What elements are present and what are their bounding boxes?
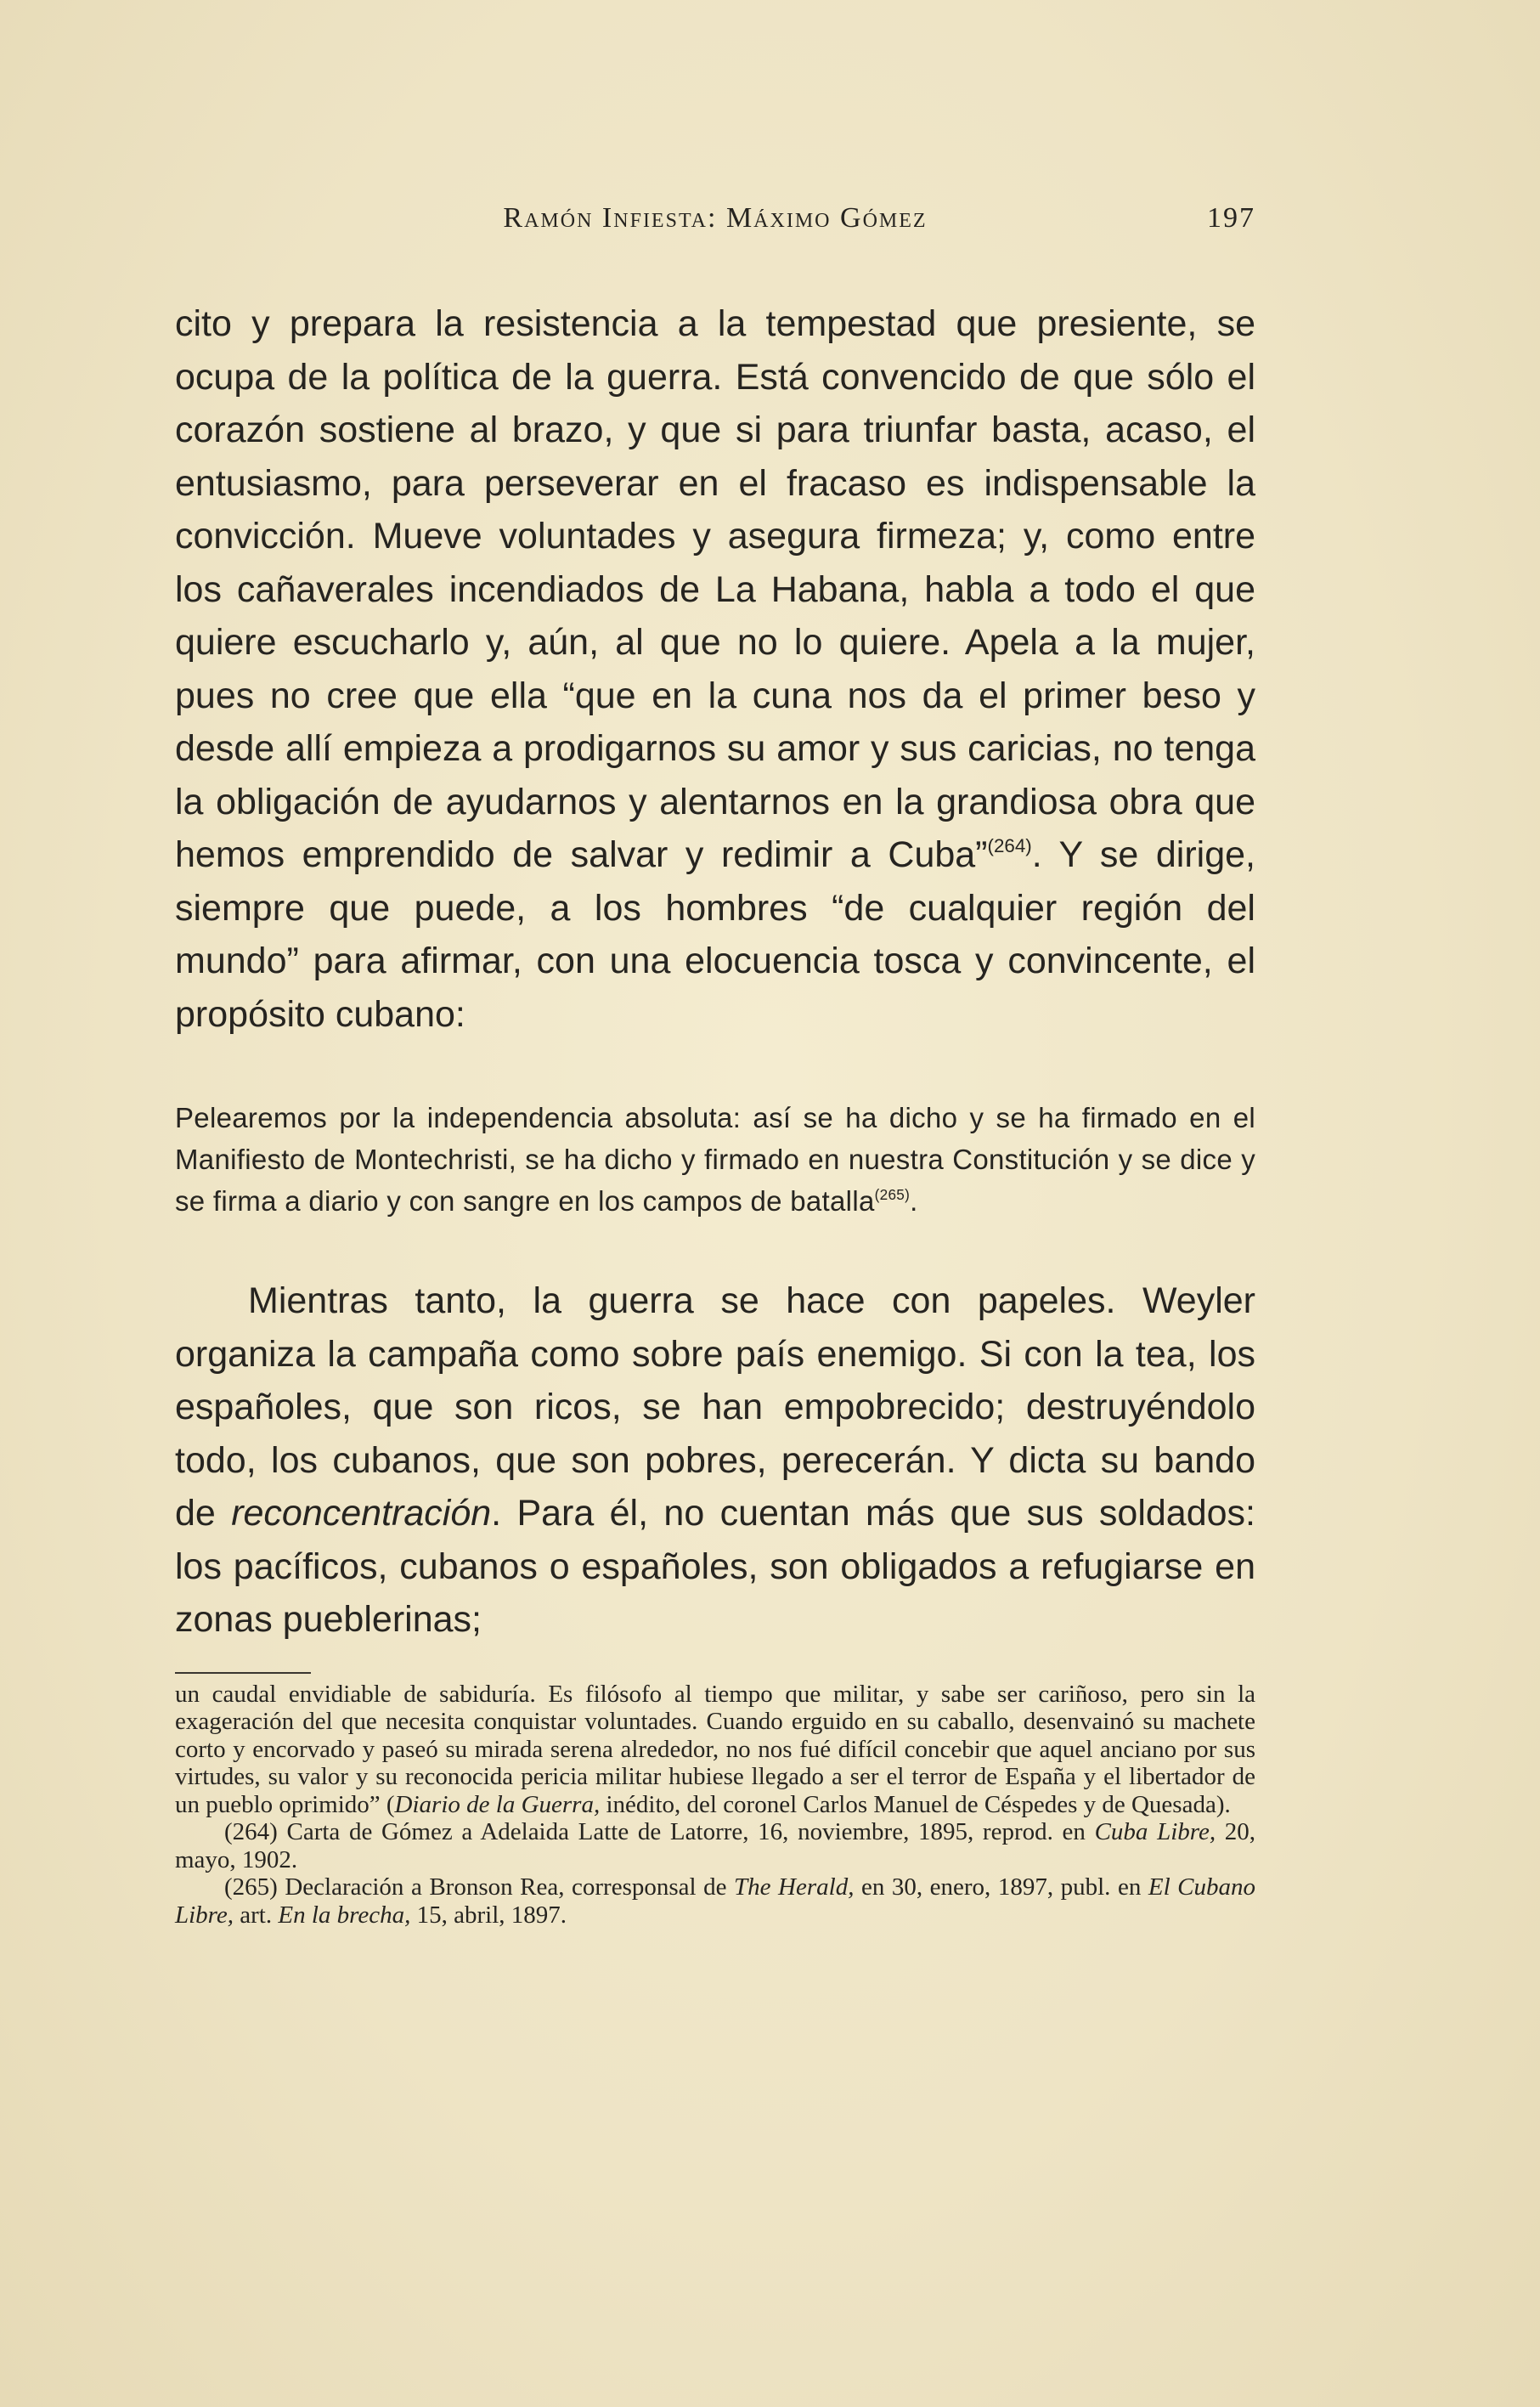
- footnote-ref-265: (265): [874, 1186, 911, 1204]
- paragraph-2-text-after: . Para él, no cuentan más que sus soldados: los pacíficos, cubanos o españoles, son obligados a refugiarse en zonas pueblerinas;: [175, 1493, 1255, 1640]
- footnote-264-italic: Cuba Libre,: [1094, 1818, 1216, 1845]
- paragraph-1-text-after: . Y se dirige, siempre que puede, a los hombres “de cualquier región del mundo” para afirmar, con una elocuencia tosca y convincente, el propósito cubano:: [175, 834, 1255, 1035]
- quote-text-after: .: [910, 1185, 918, 1217]
- footnote-264: [175, 1818, 1255, 1873]
- running-header: [175, 195, 1255, 246]
- footnote-265-text: (265) Declaración a Bronson Rea, corresponsal de: [224, 1873, 735, 1901]
- footnote-265-text-mid-1: en 30, enero, 1897, publ. en: [854, 1873, 1148, 1901]
- footnotes: [175, 1681, 1255, 1930]
- footnote-265-italic-3: En la brecha,: [278, 1901, 411, 1929]
- quote-text: Pelearemos por la independencia absoluta: así se ha dicho y se ha firmado en el Manifiesto de Montechristi, se ha dicho y firmado en nuestra Constitución y se dice y se firma a diario y con sangre en los campos de batalla: [175, 1102, 1255, 1217]
- footnote-continuation: [175, 1681, 1255, 1819]
- paragraph-2-emphasis: reconcentración: [231, 1493, 492, 1534]
- footnote-continuation-after: inédito, del coronel Carlos Manuel de Céspedes y de Quesada).: [600, 1790, 1231, 1818]
- body-paragraph-1: [175, 297, 1255, 1041]
- footnote-265: [175, 1873, 1255, 1929]
- body-paragraph-2: [175, 1274, 1255, 1647]
- block-quote: [175, 1097, 1255, 1222]
- paragraph-2-text: Mientras tanto, la guerra se hace con papeles. Weyler organiza la campaña como sobre país enemigo. Si con la tea, los españoles, que son ricos, se han empobrecido; destruyéndolo todo, los cubanos, que son pobres, perecerán. Y dicta su bando de: [175, 1280, 1255, 1534]
- footnote-264-text: (264) Carta de Gómez a Adelaida Latte de Latorre, 16, noviembre, 1895, reprod. en: [224, 1818, 1095, 1845]
- footnote-ref-264: (264): [987, 835, 1032, 857]
- footnote-264-text-after: 20, mayo, 1902.: [175, 1818, 1256, 1873]
- footnote-265-italic-1: The Herald,: [734, 1873, 855, 1901]
- footnote-265-text-after: 15, abril, 1897.: [410, 1901, 567, 1929]
- footnote-continuation-text: un caudal envidiable de sabiduría. Es filósofo al tiempo que militar, y sabe ser cariñoso, pero sin la exageración del que necesita conquistar voluntades. Cuando erguido en su caballo, desenvainó su machete corto y encorvado y paseó su mirada serena alrededor, no nos fué difícil concebir que aquel anciano por sus virtudes, su valor y su reconocida pericia militar hubiese llegado a ser el terror de España y el libertador de un pueblo oprimido” (: [175, 1680, 1255, 1818]
- page-number: 197: [1207, 202, 1255, 234]
- footnote-265-text-mid-2: art.: [234, 1901, 279, 1929]
- page-content: [175, 195, 1255, 1929]
- footnote-divider: [175, 1672, 311, 1674]
- footnote-continuation-italic: Diario de la Guerra,: [394, 1790, 601, 1818]
- running-title: Ramón Infiesta: Máximo Gómez: [503, 202, 928, 234]
- footnote-265-italic-2: El Cubano Libre,: [175, 1873, 1256, 1929]
- paragraph-1-text: cito y prepara la resistencia a la tempestad que presiente, se ocupa de la política de la guerra. Está convencido de que sólo el corazón sostiene al brazo, y que si para triunfar basta, acaso, el entusiasmo, para perseverar en el fracaso es indispensable la convicción. Mueve voluntades y asegura firmeza; y, como entre los cañaverales incendiados de La Habana, habla a todo el que quiere escucharlo y, aún, al que no lo quiere. Apela a la mujer, pues no cree que ella “que en la cuna nos da el primer beso y desde allí empieza a prodigarnos su amor y sus caricias, no tenga la obligación de ayudarnos y alentarnos en la grandiosa obra que hemos emprendido de salvar y redimir a Cuba”: [175, 303, 1255, 875]
